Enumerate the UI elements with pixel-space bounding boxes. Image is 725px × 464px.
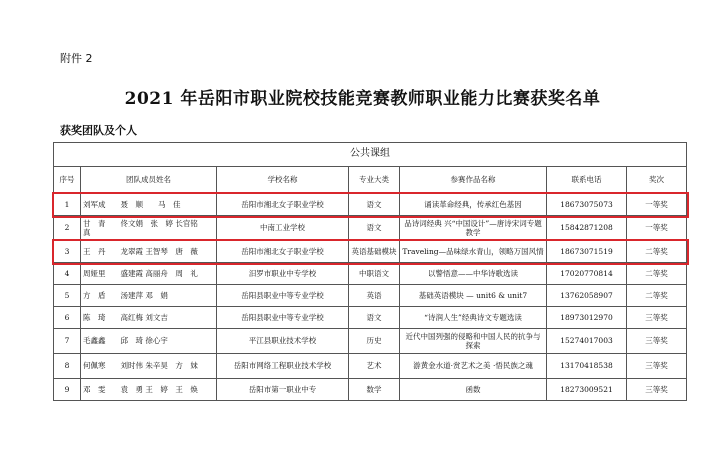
contact-phone: 13762058907 [547, 285, 627, 307]
header-major: 专业大类 [349, 167, 400, 194]
header-school: 学校名称 [217, 167, 349, 194]
award-level: 二等奖 [627, 241, 687, 263]
award-level: 一等奖 [627, 216, 687, 241]
school-name: 岳阳县职业中等专业学校 [217, 285, 349, 307]
work-title: “诗润人生”经典诗文专题选读 [400, 307, 547, 329]
team-members: 方 盾 汤建萍 邓 娟 [81, 285, 217, 307]
team-members: 何佩寒 刘时伟 朱辛昊 方 妹 [81, 354, 217, 379]
contact-phone: 18273009521 [547, 379, 627, 401]
team-members: 邓 雯 袁 勇 王 婷 王 焕 [81, 379, 217, 401]
work-title: 近代中国列强的侵略和中国人民的抗争与探索 [400, 329, 547, 354]
table-row [54, 285, 687, 307]
award-level: 二等奖 [627, 263, 687, 285]
contact-phone: 18673071519 [547, 241, 627, 263]
table-row [54, 379, 687, 401]
award-level: 三等奖 [627, 379, 687, 401]
major-category: 语文 [349, 216, 400, 241]
work-title: Traveling—品味绿水青山，领略万国风情 [400, 241, 547, 263]
work-title: 函数 [400, 379, 547, 401]
work-title: 以警悟意——中华诗歌选读 [400, 263, 547, 285]
work-title: 基础英语模块 — unit6 & unit7 [400, 285, 547, 307]
major-category: 数学 [349, 379, 400, 401]
attachment-label: 附件 2 [60, 52, 93, 65]
major-category: 语文 [349, 307, 400, 329]
header-no: 序号 [54, 167, 81, 194]
table-row [54, 216, 687, 241]
row-number: 8 [54, 354, 81, 379]
team-members: 周娅里 盛建霞 高丽舟 周 礼 [81, 263, 217, 285]
table-row [54, 354, 687, 379]
team-members: 陈 琦 高红梅 刘文吉 [81, 307, 217, 329]
table-row [54, 329, 687, 354]
team-members: 毛鑫鑫 邱 琦 徐心宇 [81, 329, 217, 354]
contact-phone: 17020770814 [547, 263, 627, 285]
table-row [54, 307, 687, 329]
table-row [54, 194, 687, 216]
award-level: 三等奖 [627, 329, 687, 354]
team-members: 刘军成 聂 顺 马 佳 [81, 194, 217, 216]
award-level: 三等奖 [627, 307, 687, 329]
row-number: 5 [54, 285, 81, 307]
team-members: 甘 青 佟文娟 张 婷 长官铭 真 [81, 216, 217, 241]
award-level: 三等奖 [627, 354, 687, 379]
major-category: 语文 [349, 194, 400, 216]
page-title: 2021 年岳阳市职业院校技能竞赛教师职业能力比赛获奖名单 [124, 89, 601, 109]
school-name: 中南工业学校 [217, 216, 349, 241]
table-row [54, 263, 687, 285]
contact-phone: 13170418538 [547, 354, 627, 379]
contact-phone: 15842871208 [547, 216, 627, 241]
award-level: 一等奖 [627, 194, 687, 216]
header-award: 奖次 [627, 167, 687, 194]
work-title: 诵读革命经典，传承红色基因 [400, 194, 547, 216]
school-name: 平江县职业技术学校 [217, 329, 349, 354]
work-title: 游黄金水道·赏艺术之美 ·悟民族之魂 [400, 354, 547, 379]
table-row [54, 241, 687, 263]
row-number: 9 [54, 379, 81, 401]
row-number: 4 [54, 263, 81, 285]
major-category: 历史 [349, 329, 400, 354]
row-number: 3 [54, 241, 81, 263]
header-phone: 联系电话 [547, 167, 627, 194]
school-name: 岳阳市湘北女子职业学校 [217, 241, 349, 263]
school-name: 岳阳市网络工程职业技术学校 [217, 354, 349, 379]
section-subtitle: 获奖团队及个人 [60, 124, 137, 137]
major-category: 艺术 [349, 354, 400, 379]
contact-phone: 18973012970 [547, 307, 627, 329]
award-level: 二等奖 [627, 285, 687, 307]
major-category: 英语 [349, 285, 400, 307]
contact-phone: 15274017003 [547, 329, 627, 354]
header-team: 团队成员姓名 [81, 167, 217, 194]
row-number: 1 [54, 194, 81, 216]
contact-phone: 18673075073 [547, 194, 627, 216]
school-name: 岳阳县职业中等专业学校 [217, 307, 349, 329]
team-members: 王 丹 龙翠霞 王智琴 唐 薇 [81, 241, 217, 263]
major-category: 英语基础模块 [349, 241, 400, 263]
awards-table [53, 142, 687, 401]
school-name: 汨罗市职业中专学校 [217, 263, 349, 285]
row-number: 2 [54, 216, 81, 241]
major-category: 中职语文 [349, 263, 400, 285]
row-number: 7 [54, 329, 81, 354]
work-title: 品诗词经典 兴“中国设计”—唐诗宋词专题教学 [400, 216, 547, 241]
category-header: 公共课组 [54, 143, 687, 167]
school-name: 岳阳市第一职业中专 [217, 379, 349, 401]
school-name: 岳阳市湘北女子职业学校 [217, 194, 349, 216]
row-number: 6 [54, 307, 81, 329]
header-work: 参赛作品名称 [400, 167, 547, 194]
